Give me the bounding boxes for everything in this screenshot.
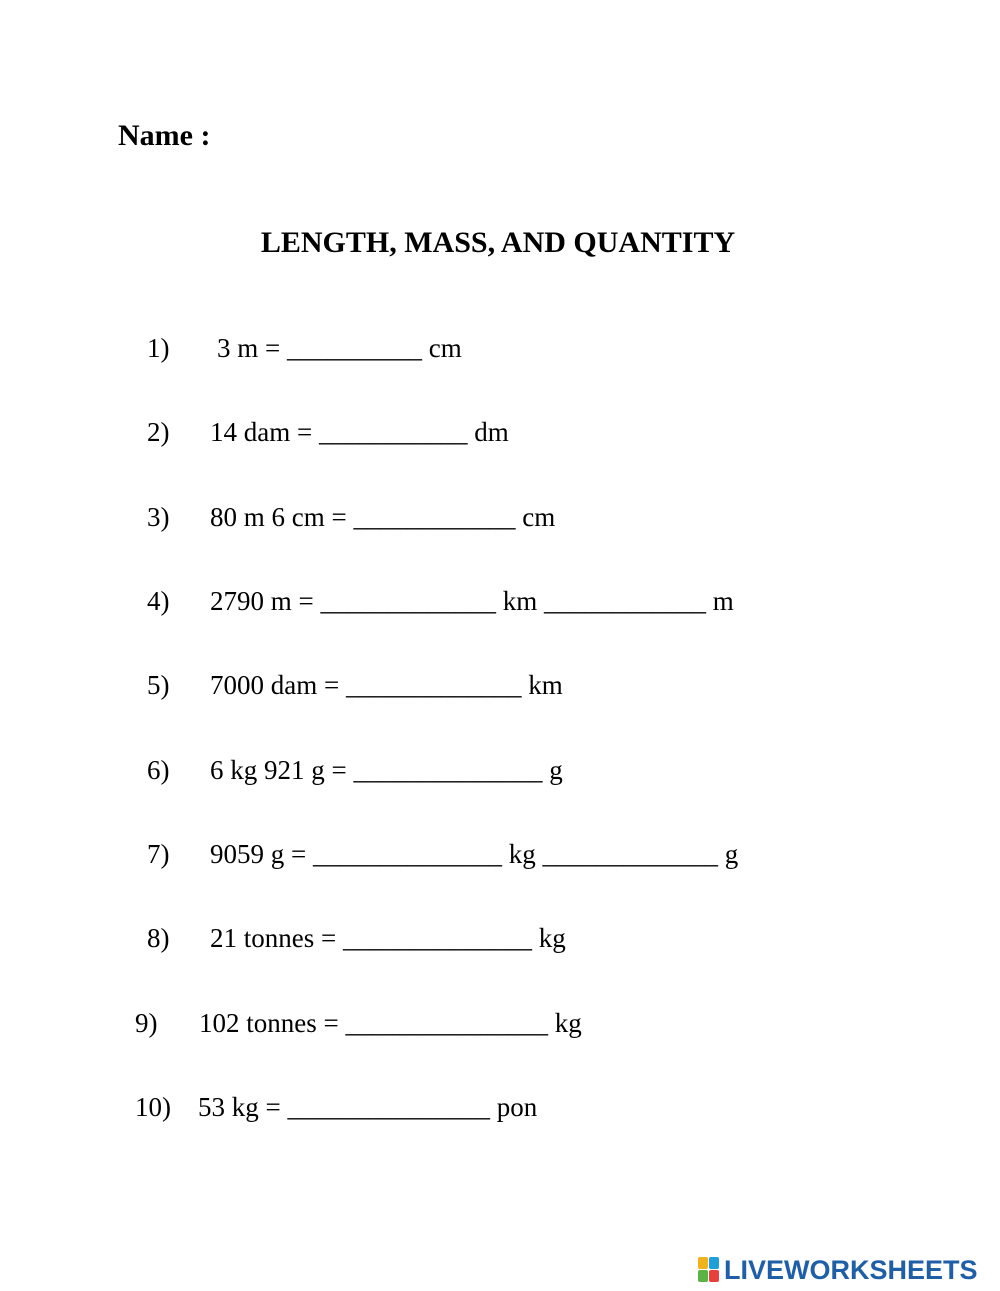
question-7 [147,838,739,870]
question-number: 1) [147,333,170,363]
question-number: 6) [147,755,170,785]
name-label: Name : [118,119,211,152]
question-text: 53 kg = _______________ pon [198,1092,538,1122]
question-text: 3 m = __________ cm [217,333,462,363]
question-number: 2) [147,417,170,447]
liveworksheets-logo-icon [698,1257,720,1283]
question-text: 7000 dam = _____________ km [210,670,563,700]
question-9 [135,1007,582,1039]
question-text: 14 dam = ___________ dm [210,417,509,447]
question-text: 80 m 6 cm = ____________ cm [210,502,556,532]
question-number: 3) [147,502,170,532]
question-6 [147,754,563,786]
question-number: 9) [135,1008,158,1038]
question-1 [147,332,462,364]
worksheet-title: LENGTH, MASS, AND QUANTITY [260,226,736,259]
question-text: 9059 g = ______________ kg _____________ g [210,839,739,869]
question-4 [147,585,734,617]
question-number: 4) [147,586,170,616]
question-5 [147,669,563,701]
question-10 [135,1091,538,1123]
question-text: 102 tonnes = _______________ kg [199,1008,582,1038]
question-3 [147,501,556,533]
question-number: 5) [147,670,170,700]
liveworksheets-brand [698,1255,978,1285]
question-2 [147,416,509,448]
question-text: 2790 m = _____________ km ____________ m [210,586,734,616]
question-number: 10) [135,1092,171,1122]
question-8 [147,922,566,954]
question-text: 6 kg 921 g = ______________ g [210,755,563,785]
question-number: 7) [147,839,170,869]
question-number: 8) [147,923,170,953]
brand-name: LIVEWORKSHEETS [724,1255,978,1285]
question-text: 21 tonnes = ______________ kg [210,923,566,953]
